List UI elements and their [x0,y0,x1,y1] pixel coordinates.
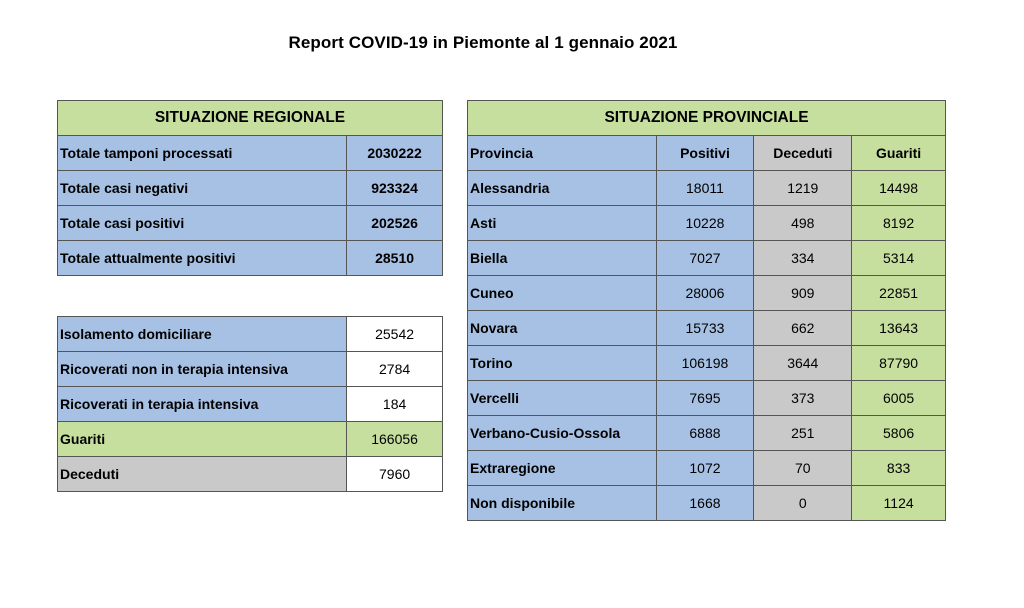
positivi-cell: 7695 [656,381,754,416]
guariti-cell: 22851 [852,276,946,311]
row-label: Isolamento domiciliare [58,317,347,352]
column-header-positivi: Positivi [656,136,754,171]
table-row [58,457,443,492]
column-header-guariti: Guariti [852,136,946,171]
row-label: Ricoverati in terapia intensiva [58,387,347,422]
table-row [468,241,946,276]
province-name: Non disponibile [468,486,657,521]
guariti-cell: 8192 [852,206,946,241]
guariti-cell: 833 [852,451,946,486]
table-row [468,171,946,206]
row-value: 166056 [347,422,443,457]
regional-header-row [58,101,443,136]
province-name: Asti [468,206,657,241]
regional-summary-table [57,100,443,276]
table-row [58,422,443,457]
positivi-cell: 15733 [656,311,754,346]
table-row [58,206,443,241]
province-name: Cuneo [468,276,657,311]
table-row [468,206,946,241]
row-label: Totale attualmente positivi [58,241,347,276]
deceduti-cell: 0 [754,486,852,521]
province-name: Torino [468,346,657,381]
row-label: Totale tamponi processati [58,136,347,171]
guariti-cell: 5806 [852,416,946,451]
table-row [58,387,443,422]
table-row [58,317,443,352]
row-value: 2030222 [347,136,443,171]
province-name: Novara [468,311,657,346]
row-label: Totale casi positivi [58,206,347,241]
guariti-cell: 6005 [852,381,946,416]
column-header-provincia: Provincia [468,136,657,171]
positivi-cell: 1072 [656,451,754,486]
province-name: Alessandria [468,171,657,206]
guariti-cell: 5314 [852,241,946,276]
provincial-header: SITUAZIONE PROVINCIALE [468,101,946,136]
deceduti-cell: 251 [754,416,852,451]
page-title: Report COVID-19 in Piemonte al 1 gennaio 2021 [288,33,678,52]
deceduti-cell: 498 [754,206,852,241]
positivi-cell: 1668 [656,486,754,521]
column-header-row [468,136,946,171]
deceduti-cell: 3644 [754,346,852,381]
table-row [468,381,946,416]
row-value: 25542 [347,317,443,352]
row-label: Totale casi negativi [58,171,347,206]
table-row [58,352,443,387]
row-value: 2784 [347,352,443,387]
positivi-cell: 6888 [656,416,754,451]
row-value: 7960 [347,457,443,492]
row-label: Ricoverati non in terapia intensiva [58,352,347,387]
regional-detail-table [57,316,443,492]
row-value: 28510 [347,241,443,276]
provincial-table [467,100,946,521]
deceduti-cell: 70 [754,451,852,486]
province-name: Biella [468,241,657,276]
positivi-cell: 10228 [656,206,754,241]
table-row [58,171,443,206]
positivi-cell: 7027 [656,241,754,276]
regional-header: SITUAZIONE REGIONALE [58,101,443,136]
deceduti-cell: 373 [754,381,852,416]
table-row [468,486,946,521]
table-row [58,136,443,171]
guariti-cell: 13643 [852,311,946,346]
provincial-header-row [468,101,946,136]
guariti-cell: 1124 [852,486,946,521]
deceduti-cell: 662 [754,311,852,346]
province-name: Vercelli [468,381,657,416]
province-name: Verbano-Cusio-Ossola [468,416,657,451]
positivi-cell: 28006 [656,276,754,311]
row-label: Deceduti [58,457,347,492]
table-row [468,346,946,381]
positivi-cell: 18011 [656,171,754,206]
province-name: Extraregione [468,451,657,486]
deceduti-cell: 334 [754,241,852,276]
row-value: 923324 [347,171,443,206]
row-label: Guariti [58,422,347,457]
column-header-deceduti: Deceduti [754,136,852,171]
table-row [468,451,946,486]
table-row [468,311,946,346]
row-value: 184 [347,387,443,422]
table-row [58,241,443,276]
deceduti-cell: 909 [754,276,852,311]
guariti-cell: 87790 [852,346,946,381]
positivi-cell: 106198 [656,346,754,381]
table-row [468,416,946,451]
table-row [468,276,946,311]
guariti-cell: 14498 [852,171,946,206]
row-value: 202526 [347,206,443,241]
deceduti-cell: 1219 [754,171,852,206]
